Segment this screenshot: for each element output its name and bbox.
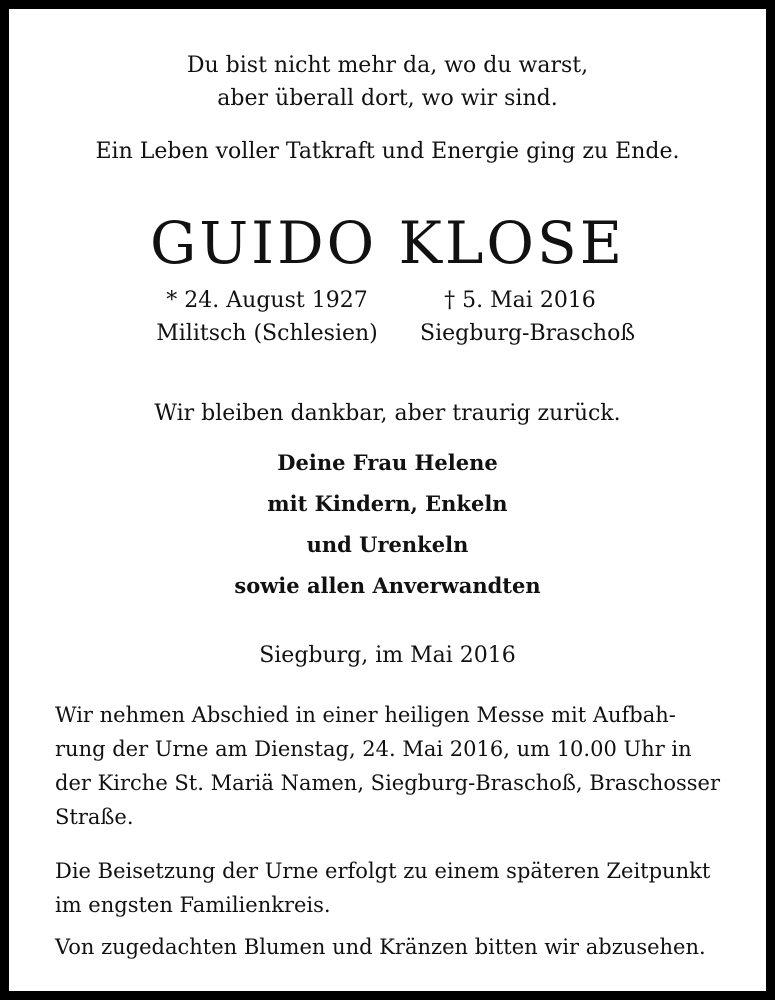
paragraph-line: Wir nehmen Abschied in einer heiligen Messe mit Aufbah- (55, 703, 676, 727)
mourner-line: Deine Frau Helene (277, 450, 498, 475)
mourner-line: und Urenkeln (306, 532, 469, 557)
birth-info (142, 284, 392, 350)
poem-line-2: aber überall dort, wo wir sind. (217, 86, 558, 111)
paragraph-line: Die Beisetzung der Urne erfolgt zu einem späteren Zeitpunkt (55, 859, 711, 883)
poem (9, 49, 766, 115)
paragraph-line: Von zugedachten Blumen und Kränzen bitten wir abzusehen. (55, 935, 706, 959)
mourner-line: mit Kindern, Enkeln (267, 491, 508, 516)
subtitle: Ein Leben voller Tatkraft und Energie ging zu Ende. (95, 139, 680, 164)
death-info (420, 284, 636, 350)
paragraph-line: im engsten Familienkreis. (55, 893, 331, 917)
death-date: † 5. Mai 2016 (444, 288, 596, 313)
mourner-line: sowie allen Anverwandten (234, 573, 541, 598)
paragraph-line: Straße. (55, 805, 134, 829)
flowers-paragraph (55, 930, 721, 964)
birth-place: Militsch (Schlesien) (156, 321, 378, 346)
mourners-list (9, 442, 766, 606)
death-place: Siegburg-Braschoß (420, 321, 636, 346)
deceased-name: GUIDO KLOSE (149, 209, 626, 277)
thanks-line: Wir bleiben dankbar, aber traurig zurück. (154, 401, 621, 426)
paragraph-line: der Kirche St. Mariä Namen, Siegburg-Braschoß, Braschosser (55, 771, 720, 795)
place-and-date: Siegburg, im Mai 2016 (259, 643, 516, 668)
funeral-mass-paragraph (55, 698, 721, 834)
poem-line-1: Du bist nicht mehr da, wo du warst, (186, 53, 589, 78)
burial-paragraph (55, 854, 721, 922)
paragraph-line: rung der Urne am Dienstag, 24. Mai 2016, um 10.00 Uhr in (55, 737, 692, 761)
birth-date: * 24. August 1927 (166, 288, 368, 313)
